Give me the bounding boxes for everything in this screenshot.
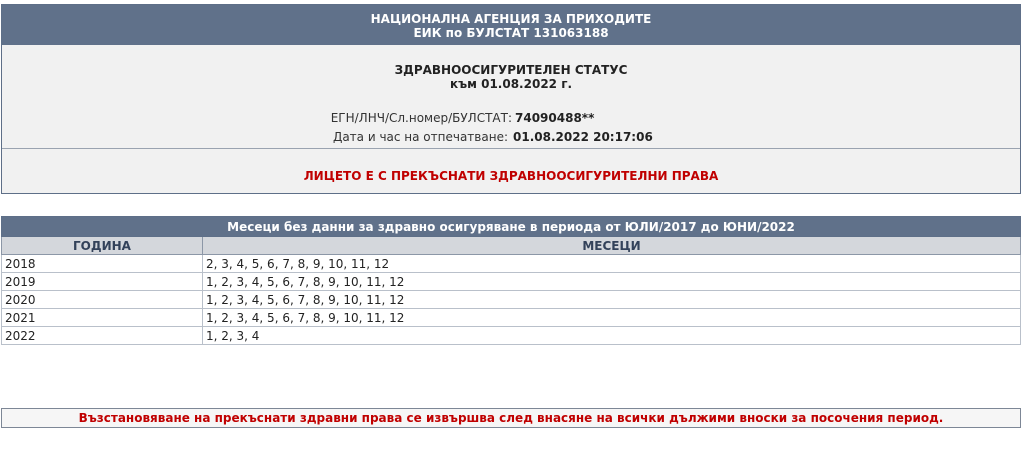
year-cell: 2022: [2, 327, 203, 345]
printed-label: Дата и час на отпечатване:: [332, 130, 508, 144]
status-title: ЗДРАВНООСИГУРИТЕЛЕН СТАТУС: [394, 63, 628, 77]
divider: [2, 148, 1020, 149]
agency-header: [2, 5, 1020, 45]
months-without-data-table: [1, 216, 1021, 345]
agency-eik: ЕИК по БУЛСТАТ 131063188: [413, 26, 609, 40]
table-row: [2, 291, 1021, 309]
months-cell: 1, 2, 3, 4: [203, 327, 1021, 345]
year-cell: 2020: [2, 291, 203, 309]
column-header-year: ГОДИНА: [2, 237, 203, 255]
restoration-notice: Възстановяване на прекъснати здравни права се извършва след внасяне на всички дължими вноски за посочения период.: [1, 408, 1021, 428]
year-cell: 2019: [2, 273, 203, 291]
column-header-months: МЕСЕЦИ: [203, 237, 1021, 255]
health-status-panel: [1, 4, 1021, 194]
table-row: [2, 309, 1021, 327]
id-row: [2, 111, 512, 125]
months-cell: 2, 3, 4, 5, 6, 7, 8, 9, 10, 11, 12: [203, 255, 1021, 273]
interrupted-rights-message: ЛИЦЕТО Е С ПРЕКЪСНАТИ ЗДРАВНООСИГУРИТЕЛНИ ПРАВА: [303, 169, 719, 183]
table-row: [2, 273, 1021, 291]
status-as-of-date: към 01.08.2022 г.: [449, 77, 573, 91]
printed-row: [2, 130, 508, 144]
table-row: [2, 255, 1021, 273]
id-label: ЕГН/ЛНЧ/Сл.номер/БУЛСТАТ:: [330, 111, 512, 125]
months-cell: 1, 2, 3, 4, 5, 6, 7, 8, 9, 10, 11, 12: [203, 273, 1021, 291]
table-row: [2, 327, 1021, 345]
year-cell: 2018: [2, 255, 203, 273]
printed-value: 01.08.2022 20:17:06: [513, 130, 653, 144]
agency-name: НАЦИОНАЛНА АГЕНЦИЯ ЗА ПРИХОДИТЕ: [370, 12, 652, 26]
year-cell: 2021: [2, 309, 203, 327]
table-caption: Месеци без данни за здравно осигуряване в периода от ЮЛИ/2017 до ЮНИ/2022: [2, 217, 1021, 237]
months-cell: 1, 2, 3, 4, 5, 6, 7, 8, 9, 10, 11, 12: [203, 309, 1021, 327]
id-value: 74090488**: [515, 111, 595, 125]
months-cell: 1, 2, 3, 4, 5, 6, 7, 8, 9, 10, 11, 12: [203, 291, 1021, 309]
